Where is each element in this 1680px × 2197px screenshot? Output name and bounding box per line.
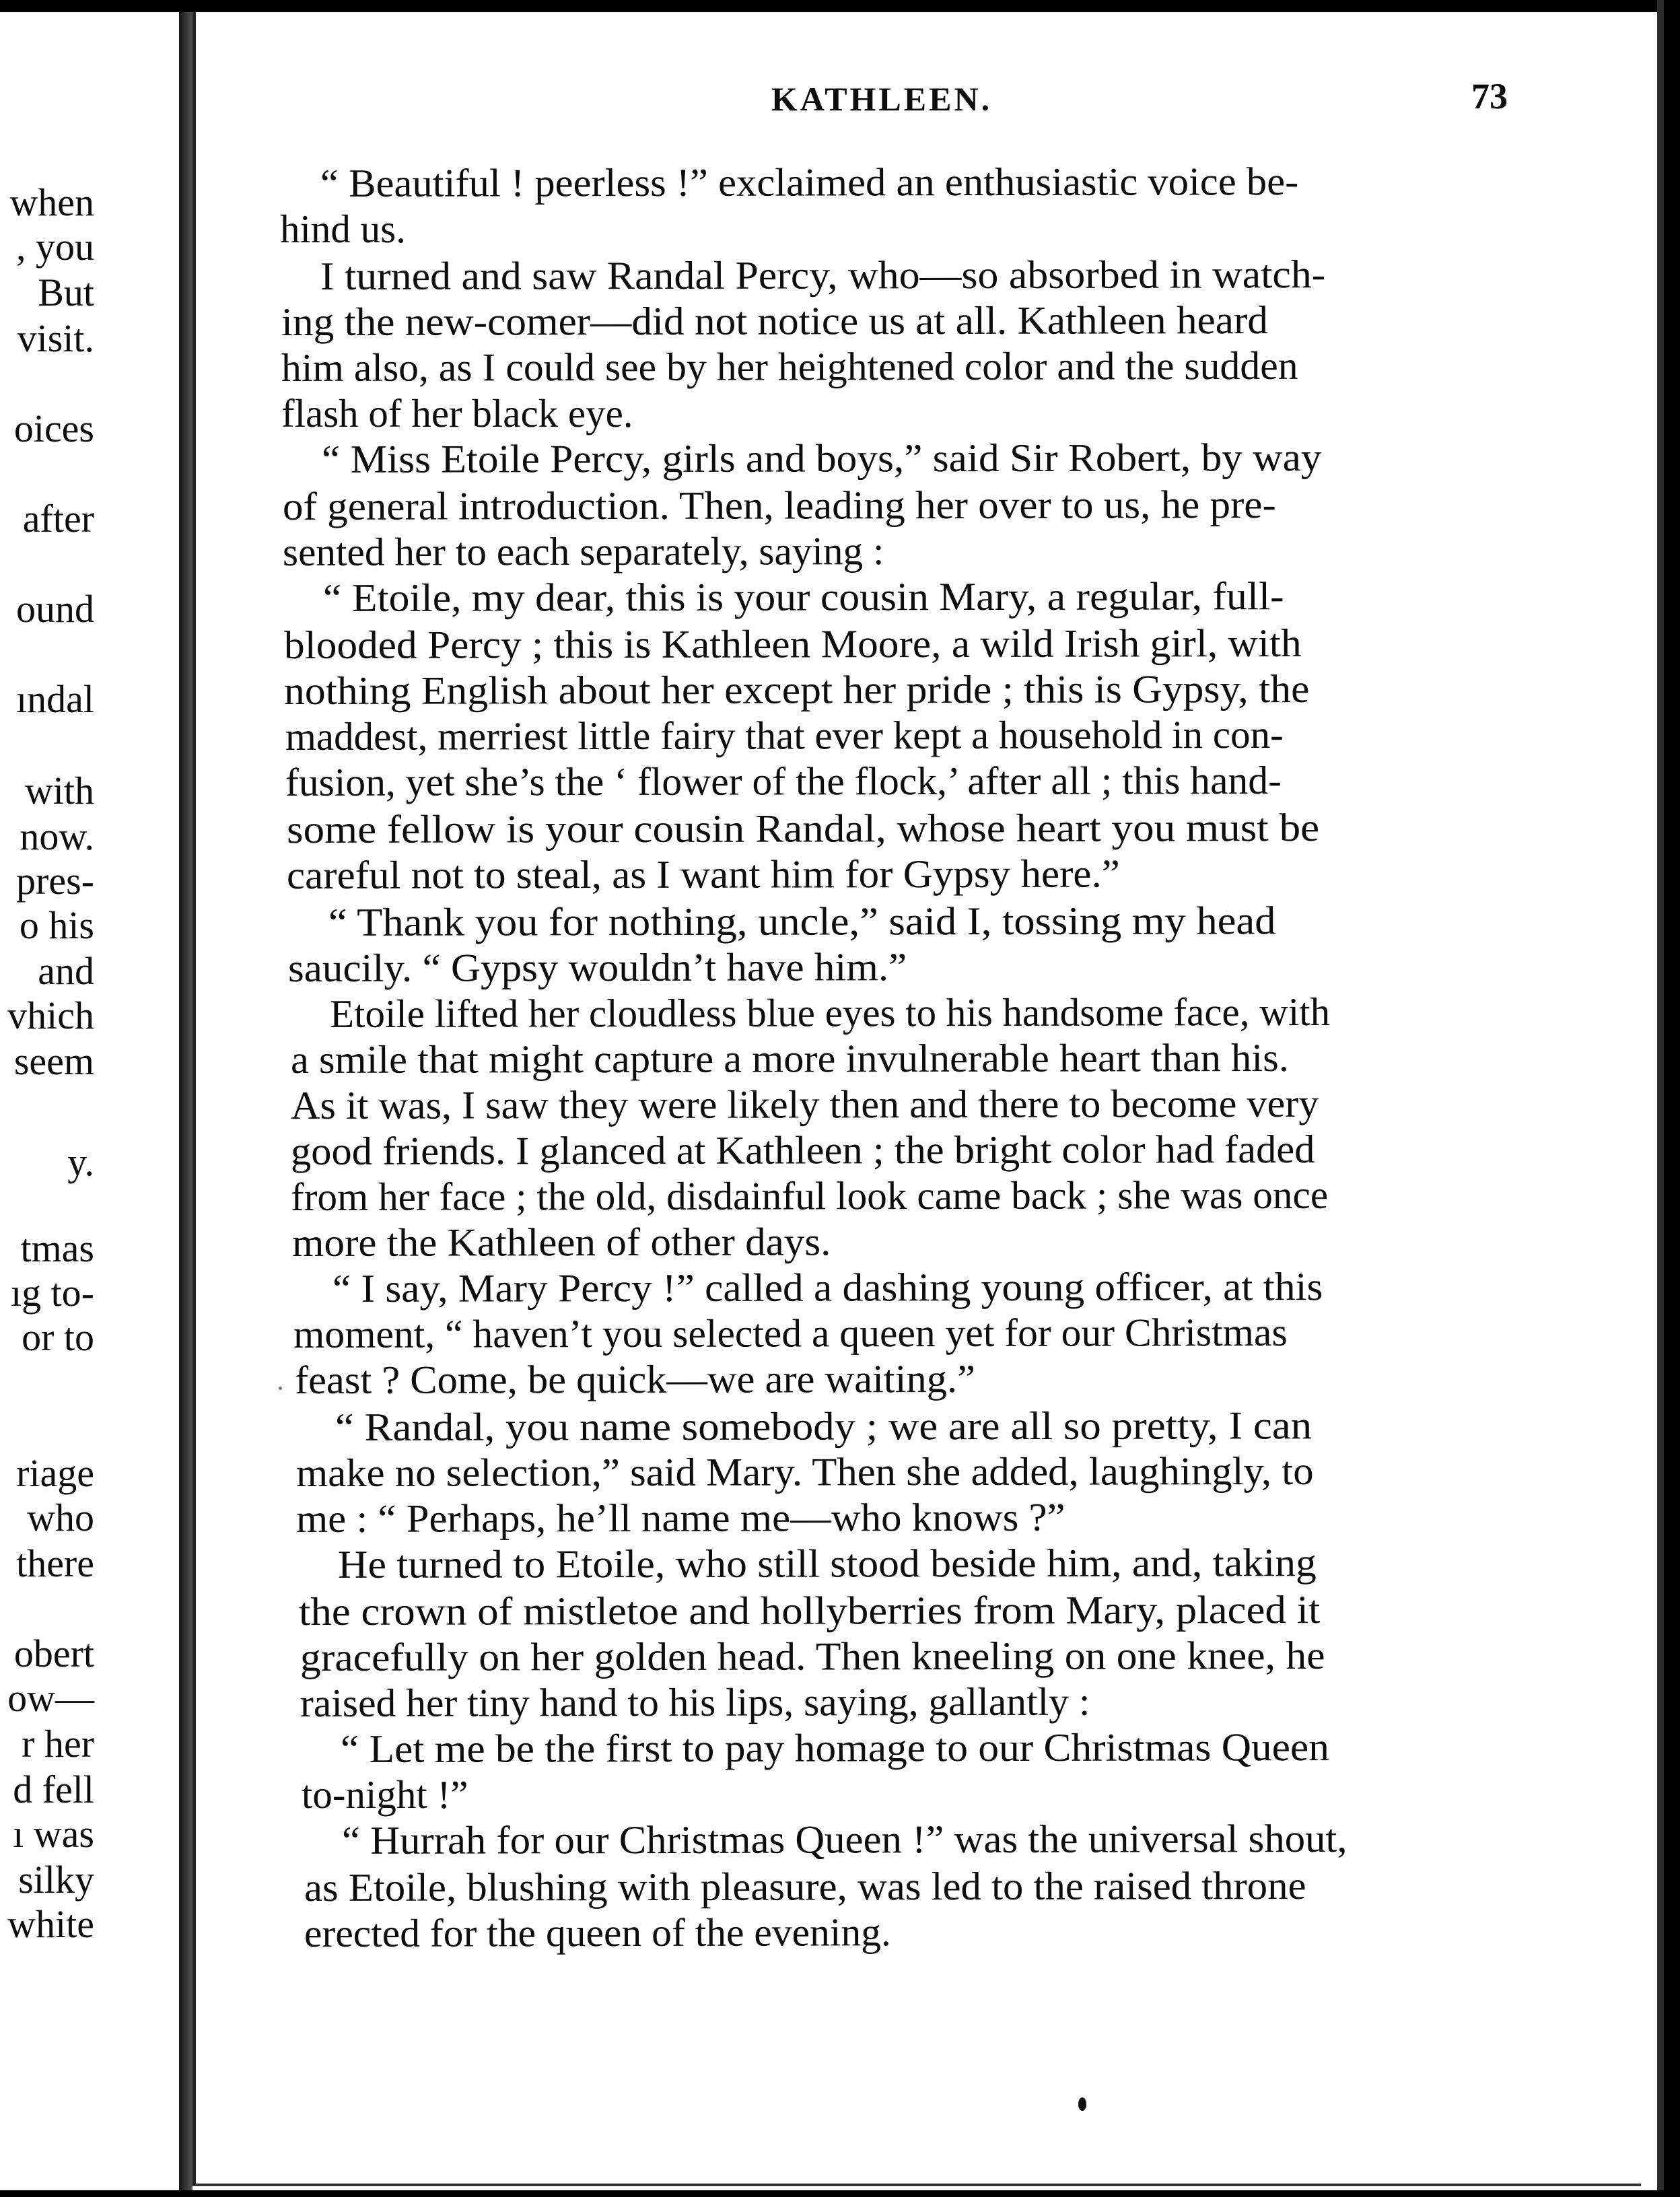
text-line: of general introduction. Then, leading her over to us, he pre-: [282, 482, 1276, 528]
facing-page-line: visit.: [17, 316, 94, 360]
text-line: erected for the queen of the evening.: [304, 1910, 891, 1955]
running-head: KATHLEEN.: [771, 80, 993, 118]
facing-page-line: , you: [16, 225, 94, 269]
facing-page-line: ow—: [7, 1676, 94, 1720]
text-line: gracefully on her golden head. Then kneeling on one knee, he: [300, 1632, 1325, 1679]
text-line: as Etoile, blushing with pleasure, was led to the raised throne: [304, 1862, 1306, 1910]
text-line: ing the new-comer—did not notice us at all. Kathleen heard: [281, 298, 1269, 344]
text-line: nothing English about her except her pride ; this is Gypsy, the: [283, 666, 1310, 713]
text-line: the crown of mistletoe and hollyberries from Mary, placed it: [298, 1587, 1321, 1634]
text-line: a smile that might capture a more invulnerable heart than his.: [290, 1035, 1289, 1082]
text-line: saucily. “ Gypsy wouldn’t have him.”: [287, 944, 907, 990]
facing-page-line: who: [27, 1496, 94, 1539]
facing-page-line: or to: [22, 1315, 94, 1359]
text-line: sented her to each separately, saying :: [282, 528, 884, 574]
text-line: “ Thank you for nothing, uncle,” said I, tossing my head: [328, 898, 1276, 944]
text-line: to-night !”: [302, 1772, 468, 1817]
facing-page-line: vhich: [7, 993, 94, 1037]
text-line: “ Randal, you name somebody ; we are all so pretty, I can: [335, 1403, 1312, 1449]
text-line: hind us.: [280, 207, 406, 251]
facing-page-line: o his: [19, 903, 94, 947]
text-line: raised her tiny hand to his lips, saying, gallantly :: [300, 1679, 1090, 1725]
text-line: “ Hurrah for our Christmas Queen !” was the universal shout,: [341, 1815, 1348, 1862]
facing-page-line: y.: [67, 1140, 94, 1184]
text-line: flash of her black eye.: [281, 391, 633, 435]
text-line: “ Miss Etoile Percy, girls and boys,” said Sir Robert, by way: [321, 435, 1322, 481]
page-number: 73: [1471, 76, 1508, 116]
facing-page-line: when: [9, 180, 94, 224]
text-line: him also, as I could see by her heightened color and the sudden: [281, 343, 1298, 390]
ink-speck: [1078, 2097, 1086, 2111]
facing-page-line: ı was: [13, 1812, 94, 1856]
text-line: “ I say, Mary Percy !” called a dashing young officer, at this: [332, 1264, 1323, 1311]
text-line: He turned to Etoile, who still stood beside him, and, taking: [337, 1540, 1317, 1586]
text-line: fusion, yet she’s the ‘ flower of the flock,’ after all ; this hand-: [285, 757, 1282, 804]
text-line: moment, “ haven’t you selected a queen yet for our Christmas: [293, 1309, 1288, 1356]
facing-page-line: ındal: [16, 677, 94, 721]
facing-page-line: seem: [13, 1039, 94, 1083]
facing-page-line: tmas: [20, 1226, 94, 1270]
facing-page-line: r her: [22, 1722, 94, 1766]
text-line: I turned and saw Randal Percy, who—so absorbed in watch-: [320, 252, 1326, 298]
text-line: careful not to steal, as I want him for Gypsy here.”: [286, 851, 1120, 897]
facing-page-line: after: [22, 497, 94, 540]
facing-page-line: now.: [20, 814, 94, 858]
facing-page-line: ıg to-: [10, 1271, 94, 1315]
text-line: blooded Percy ; this is Kathleen Moore, a wild Irish girl, with: [283, 620, 1302, 667]
text-line: “ Let me be the first to pay homage to our Christmas Queen: [340, 1724, 1329, 1771]
facing-page-line: But: [38, 271, 94, 314]
facing-page-line: pres-: [16, 859, 94, 903]
facing-page-line: ound: [16, 587, 94, 631]
text-line: good friends. I glanced at Kathleen ; the bright color had faded: [290, 1126, 1315, 1173]
facing-page-line: silky: [18, 1858, 94, 1902]
text-line: some fellow is your cousin Randal, whose heart you must be: [286, 804, 1320, 851]
facing-page-line: and: [38, 949, 94, 993]
text-line: As it was, I saw they were likely then and there to become very: [290, 1080, 1319, 1127]
facing-page-line: riage: [16, 1451, 94, 1495]
text-line: “ Beautiful ! peerless !” exclaimed an enthusiastic voice be-: [320, 159, 1299, 205]
text-line: me : “ Perhaps, he’ll name me—who knows ?”: [295, 1494, 1065, 1541]
facing-page-line: d fell: [13, 1768, 94, 1811]
text-line: from her face ; the old, disdainful look came back ; she was once: [290, 1172, 1329, 1219]
facing-page-line: with: [24, 769, 94, 812]
facing-page-line: there: [16, 1541, 94, 1585]
text-line: make no selection,” said Mary. Then she added, laughingly, to: [295, 1448, 1314, 1495]
ink-speck: [279, 1387, 282, 1390]
text-line: feast ? Come, be quick—we are waiting.”: [294, 1356, 975, 1402]
text-line: more the Kathleen of other days.: [291, 1219, 831, 1265]
text-line: “ Etoile, my dear, this is your cousin Mary, a regular, full-: [322, 573, 1284, 620]
text-line: maddest, merriest little fairy that ever kept a household in con-: [285, 711, 1284, 759]
text-line: Etoile lifted her cloudless blue eyes to his handsome face, with: [329, 989, 1331, 1036]
facing-page-line: oices: [13, 407, 94, 450]
facing-page-line: white: [7, 1902, 94, 1946]
facing-page-line: obert: [13, 1632, 94, 1675]
